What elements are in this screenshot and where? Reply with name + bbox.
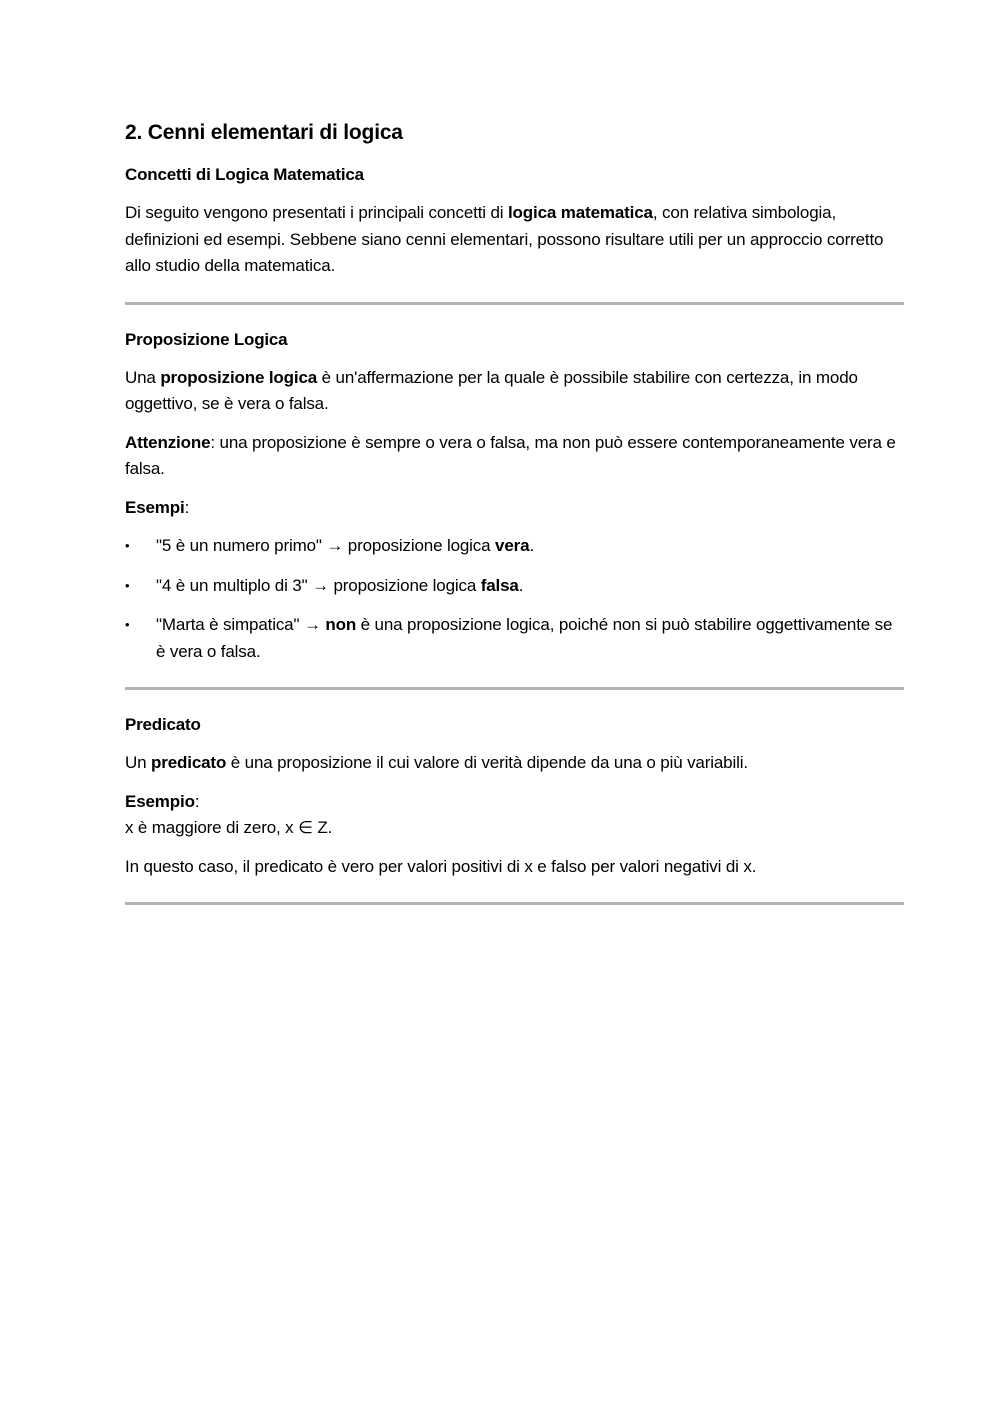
proposizione-heading: Proposizione Logica <box>125 329 288 349</box>
intro-bold: logica matematica <box>507 203 653 222</box>
predicato-conclusion: In questo caso, il predicato è vero per valori positivi di x e falso per valori negativi di x. <box>125 856 757 876</box>
predicato-definition <box>125 750 904 777</box>
proposizione-def-a: Una <box>125 367 161 387</box>
list-item <box>125 612 904 665</box>
list-item <box>125 573 904 600</box>
esempi-label <box>125 495 904 522</box>
example-text-a: "Marta è simpatica" → <box>156 615 326 634</box>
example-text-b: è una proposizione logica, poiché non si può stabilire oggettivamente se è vera o falsa. <box>156 615 893 661</box>
example-text-b: . <box>518 575 524 595</box>
predicato-heading: Predicato <box>125 715 201 734</box>
esempi-bold: Esempi <box>125 497 185 517</box>
example-bold: non <box>325 615 357 634</box>
attenzione-paragraph <box>125 430 904 483</box>
esempio-paragraph <box>125 789 904 842</box>
esempi-colon: : <box>184 497 190 517</box>
bullet-icon: • <box>125 617 130 632</box>
document-title: 2. Cenni elementari di logica <box>125 121 403 144</box>
section-divider-2 <box>125 687 904 690</box>
intro-text-b: , con relativa simbologia, definizioni ed esempi. Sebbene siano cenni elementari, possono risultare utili per un approccio corretto allo studio della matematica. <box>125 203 884 275</box>
attenzione-text: : una proposizione è sempre o vera o falsa, ma non può essere contemporaneamente vera e falsa. <box>125 432 896 478</box>
section-divider-3 <box>125 902 904 905</box>
bullet-icon: • <box>125 538 130 553</box>
document-page <box>125 118 904 927</box>
intro-text-a: Di seguito vengono presentati i principali concetti di <box>125 203 508 222</box>
esempio-bold: Esempio <box>125 791 195 811</box>
esempio-colon: : <box>194 791 200 811</box>
example-text-a: "5 è un numero primo" → proposizione logica <box>156 536 496 555</box>
section-divider-1 <box>125 302 904 305</box>
predicato-def-b: è una proposizione il cui valore di verità dipende da una o più variabili. <box>226 753 748 772</box>
example-bold: vera <box>495 536 530 555</box>
intro-paragraph <box>125 200 904 280</box>
attenzione-bold: Attenzione <box>125 432 211 452</box>
esempio-text: x è maggiore di zero, x ∈ Z. <box>125 818 333 837</box>
proposizione-def-bold: proposizione logica <box>160 367 318 387</box>
example-text-a: "4 è un multiplo di 3" → proposizione logica <box>156 575 481 595</box>
examples-list <box>125 533 904 665</box>
example-bold: falsa <box>480 575 519 595</box>
example-text-b: . <box>529 536 535 555</box>
proposizione-definition <box>125 365 904 418</box>
bullet-icon: • <box>125 577 130 593</box>
intro-heading: Concetti di Logica Matematica <box>125 165 364 184</box>
predicato-def-a: Un <box>125 753 152 772</box>
list-item <box>125 533 904 560</box>
predicato-def-bold: predicato <box>151 753 227 772</box>
proposizione-def-b: è un'affermazione per la quale è possibile stabilire con certezza, in modo oggettivo, se è vera o falsa. <box>125 367 858 413</box>
